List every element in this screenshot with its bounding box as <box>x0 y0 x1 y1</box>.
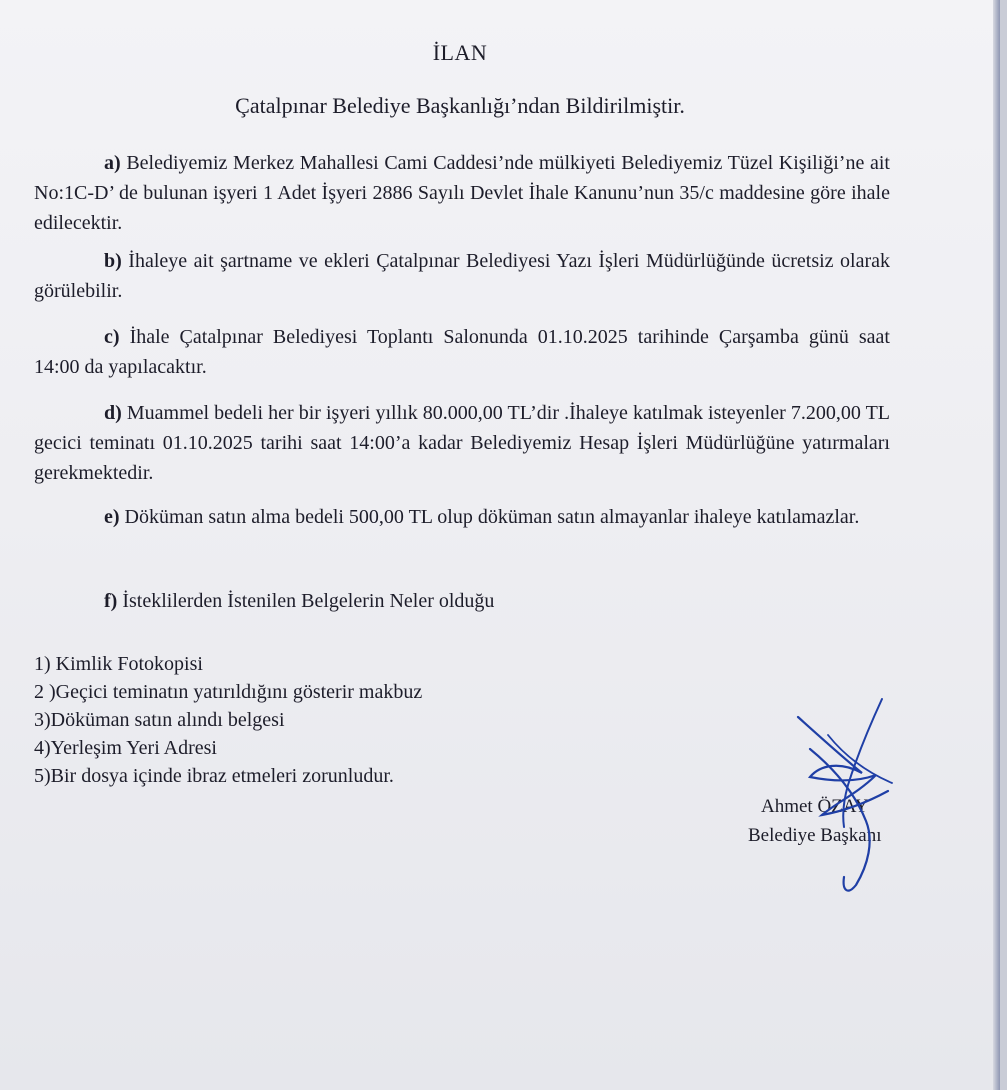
item-e-key: e) <box>104 506 120 528</box>
item-c-key: c) <box>104 326 120 348</box>
item-a <box>34 148 890 238</box>
item-b-key: b) <box>104 250 122 272</box>
requirement-item: 3)Döküman satın alındı belgesi <box>34 709 285 731</box>
item-a-key: a) <box>104 152 121 174</box>
item-b <box>34 246 890 306</box>
signatory-role: Belediye Başkanı <box>748 825 882 846</box>
requirement-item: 4)Yerleşim Yeri Adresi <box>34 737 217 759</box>
requirement-item: 5)Bir dosya içinde ibraz etmeleri zorunludur. <box>34 765 394 787</box>
item-c-text: İhale Çatalpınar Belediyesi Toplantı Salonunda 01.10.2025 tarihinde Çarşamba günü saat 14:00 da yapılacaktır. <box>34 326 890 378</box>
page-edge <box>993 0 1000 1090</box>
item-e <box>34 502 890 532</box>
handwritten-signature <box>770 695 910 895</box>
item-b-text: İhaleye ait şartname ve ekleri Çatalpınar Belediyesi Yazı İşleri Müdürlüğünde ücretsiz olarak görülebilir. <box>34 250 891 302</box>
requirement-item: 2 )Geçici teminatın yatırıldığını gösterir makbuz <box>34 681 423 703</box>
item-d-key: d) <box>104 402 122 424</box>
item-f <box>34 586 890 616</box>
signatory-name: Ahmet ÖZAY <box>761 796 869 817</box>
item-f-key: f) <box>104 590 118 612</box>
requirements-list <box>34 650 422 790</box>
item-f-text: İsteklilerden İstenilen Belgelerin Neler olduğu <box>122 590 495 612</box>
document-title: İLAN <box>432 40 488 65</box>
item-e-text: Döküman satın alma bedeli 500,00 TL olup döküman satın almayanlar ihaleye katılamazlar. <box>124 506 860 528</box>
document-subtitle: Çatalpınar Belediye Başkanlığı’ndan Bildirilmiştir. <box>235 93 685 118</box>
item-c <box>34 322 890 382</box>
requirement-item: 1) Kimlik Fotokopisi <box>34 653 203 675</box>
item-a-text: Belediyemiz Merkez Mahallesi Cami Caddesi’nde mülkiyeti Belediyemiz Tüzel Kişiliği’ne ait No:1C-D’ de bulunan işyeri 1 Adet İşyeri 2886 Sayılı Devlet İhale Kanunu’nun 35/c maddesine göre ihale edilecektir. <box>34 152 890 234</box>
item-d-text: Muammel bedeli her bir işyeri yıllık 80.000,00 TL’dir .İhaleye katılmak isteyenler 7.200,00 TL gecici teminatı 01.10.2025 tarihi saat 14:00’a kadar Belediyemiz Hesap İşleri Müdürlüğüne yatırmaları gerekmektedir. <box>34 402 891 484</box>
item-d <box>34 398 890 488</box>
